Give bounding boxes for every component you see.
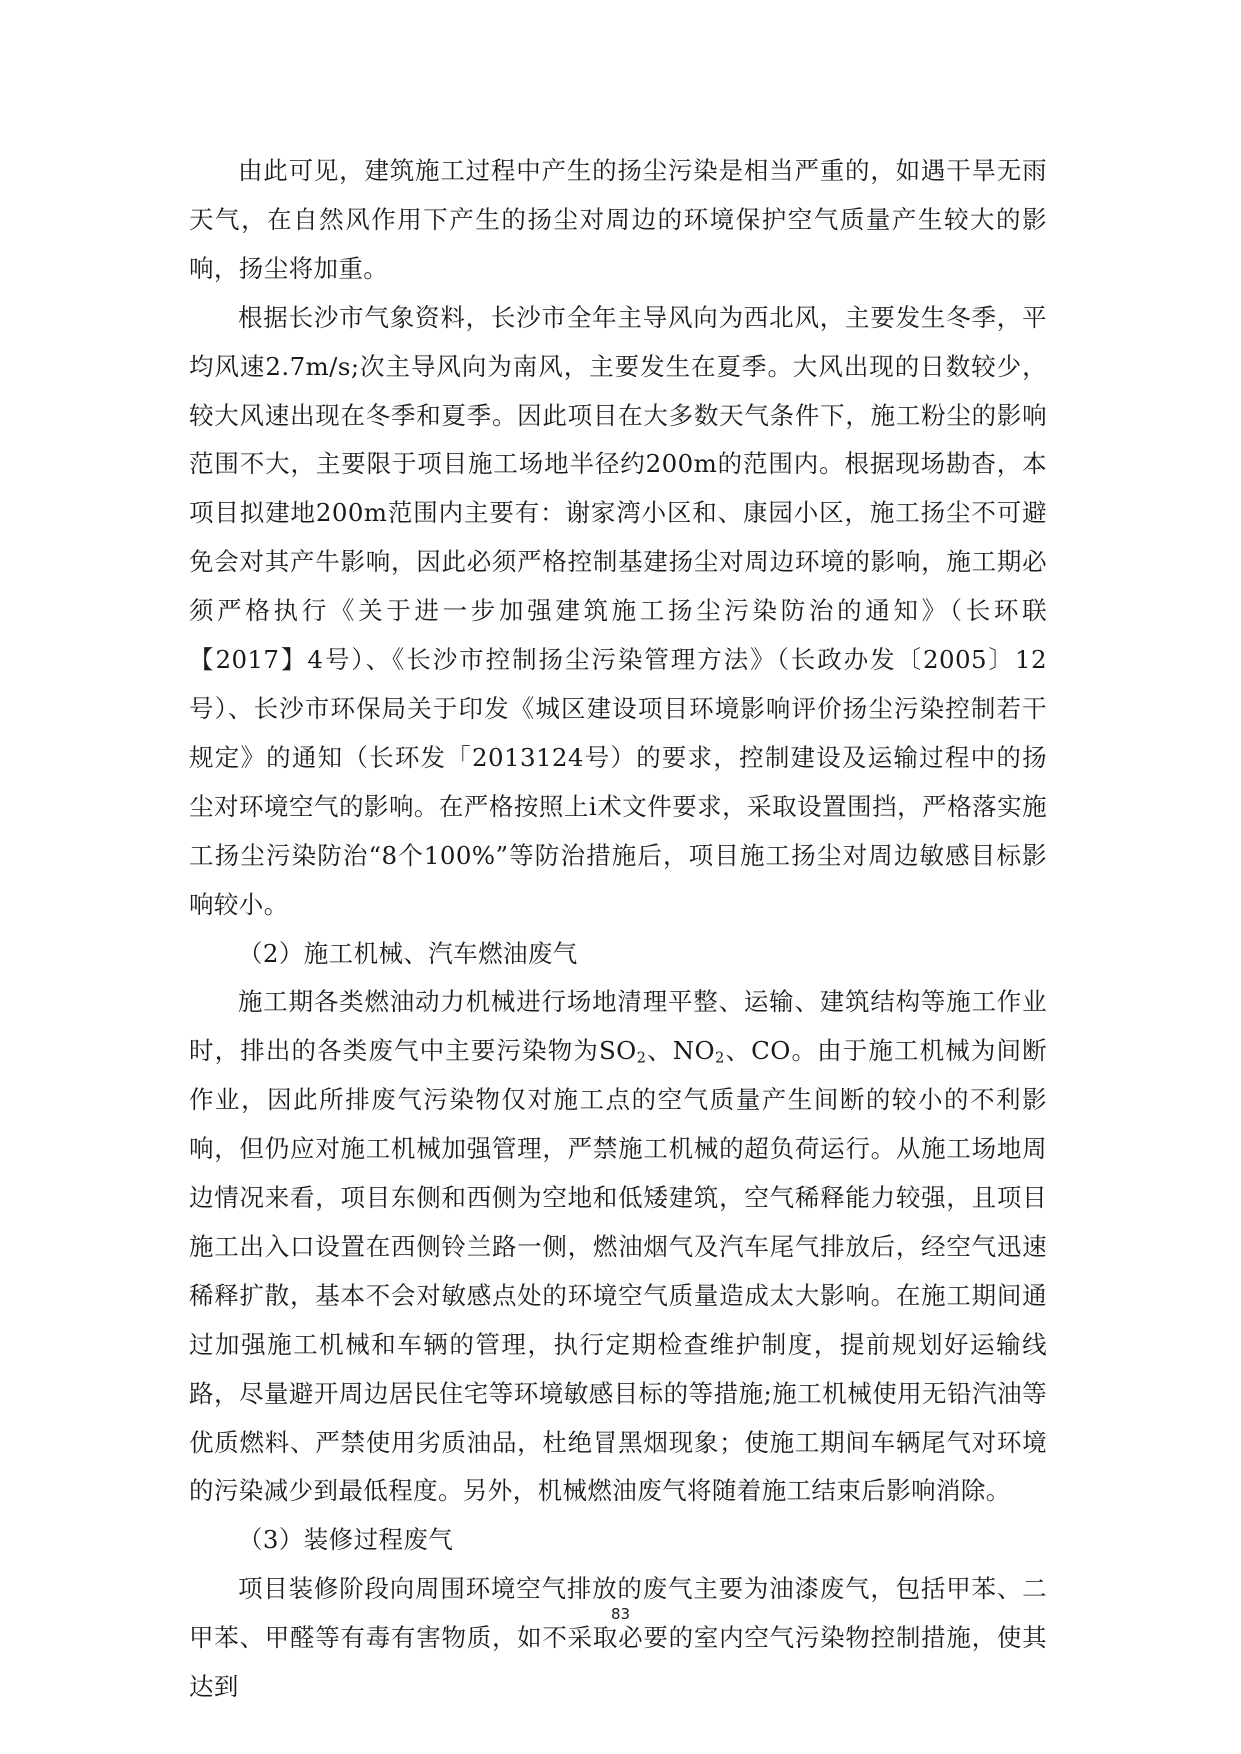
paragraph-wind-analysis: 根据长沙市气象资料，长沙市全年主导风向为西北风，主要发生冬季，平均风速2.7m/s;次主导风向为南风，主要发生在夏季。大风出现的日数较少，较大风速出现在冬季和夏季。因此项目在大多数天气条件下，施工粉尘的影响范围不大，主要限于项目施工场地半径约200m的范围内。根据现场勘杳，本项目拟建地200m范围内主要有：谢家湾小区和、康园小区，施工扬尘不可避免会对其产牛影响，因此必须严格控制基建扬尘对周边环境的影响，施工期必须严格执行《关于进一步加强建筑施工扬尘污染防治的通知》（长环联【2017】4号）、《长沙市控制扬尘污染管理方法》（长政办发〔2005〕12号）、长沙市环保局关于印发《城区建设项目环境影响评价扬尘污染控制若干规定》的通知（长环发「2013124号）的要求，控制建设及运输过程中的扬尘对环境空气的影响。在严格按照上i术文件要求，采取设置围挡，严格落实施工扬尘污染防治“8个100%”等防治措施后，项目施工扬尘对周边敏感目标影响较小。 (189, 302, 1047, 919)
page-number: 83 (610, 1605, 631, 1623)
paragraph-machinery-exhaust: 施工期各类燃油动力机械进行场地清理平整、运输、建筑结构等施工作业时，排出的各类废气中主要污染物为$SO_2$、$NO_2$、CO。由于施工机械为间断作业，因此所排废气污染物仅对施工点的空气质量产生间断的较小的不利影响，但仍应对施工机械加强管理，严禁施工机械的超负荷运行。从施工场地周边情况来看，项目东侧和西侧为空地和低矮建筑，空气稀释能力较强，且项目施工出入口设置在西侧铃兰路一侧，燃油烟气及汽车尾气排放后，经空气迅速稀释扩散，基本不会对敏感点处的环境空气质量造成太大影响。在施工期间通过加强施工机械和车辆的管理，执行定期检查维护制度，提前规划好运输线路，尽量避开周边居民住宅等环境敏感目标的等措施;施工机械使用无铅汽油等优质燃料、严禁使用劣质油品，杜绝冒黑烟现象；使施工期间车辆尾气对环境的污染减少到最低程度。另外，机械燃油废气将随着施工结束后影响消除。 (189, 987, 1047, 1506)
paragraph-decoration-exhaust: 项目装修阶段向周围环境空气排放的废气主要为油漆废气，包括甲苯、二甲苯、甲醛等有毒有害物质，如不采取必要的室内空气污染物控制措施，使其达到 (189, 1574, 1047, 1702)
paragraph-dust-severity: 由此可见，建筑施工过程中产生的扬尘污染是相当严重的，如遇干旱无雨天气，在自然风作用下产生的扬尘对周边的环境保护空气质量产生较大的影响，扬尘将加重。 (189, 156, 1047, 283)
pollutant-co: CO (751, 1036, 791, 1066)
machinery-text-end: 。由于施工机械为间断作业，因此所排废气污染物仅对施工点的空气质量产生间断的较小的不利影响，但仍应对施工机械加强管理，严禁施工机械的超负荷运行。从施工场地周边情况来看，项目东侧和西侧为空地和低矮建筑，空气稀释能力较强，且项目施工出入口设置在西侧铃兰路一侧，燃油烟气及汽车尾气排放后，经空气迅速稀释扩散，基本不会对敏感点处的环境空气质量造成太大影响。在施工期间通过加强施工机械和车辆的管理，执行定期检查维护制度，提前规划好运输线路，尽量避开周边居民住宅等环境敏感目标的等措施;施工机械使用无铅汽油等优质燃料、严禁使用劣质油品，杜绝冒黑烟现象；使施工期间车辆尾气对环境的污染减少到最低程度。另外，机械燃油废气将随着施工结束后影响消除。 (189, 1036, 1047, 1506)
pollutant-no2: $NO_2$ (672, 1036, 725, 1067)
section-heading-machinery-exhaust: （2）施工机械、汽车燃油废气 (238, 938, 578, 968)
pollutant-so2: $SO_2$ (598, 1036, 647, 1067)
section-heading-decoration-exhaust: （3）装修过程废气 (238, 1525, 454, 1555)
machinery-text-start: 施工期各类燃油动力机械进行场地清理平整、运输、建筑结构等施工作业时，排出的各类废气中主要污染物为 (189, 987, 1047, 1066)
document-body (189, 147, 1047, 1712)
